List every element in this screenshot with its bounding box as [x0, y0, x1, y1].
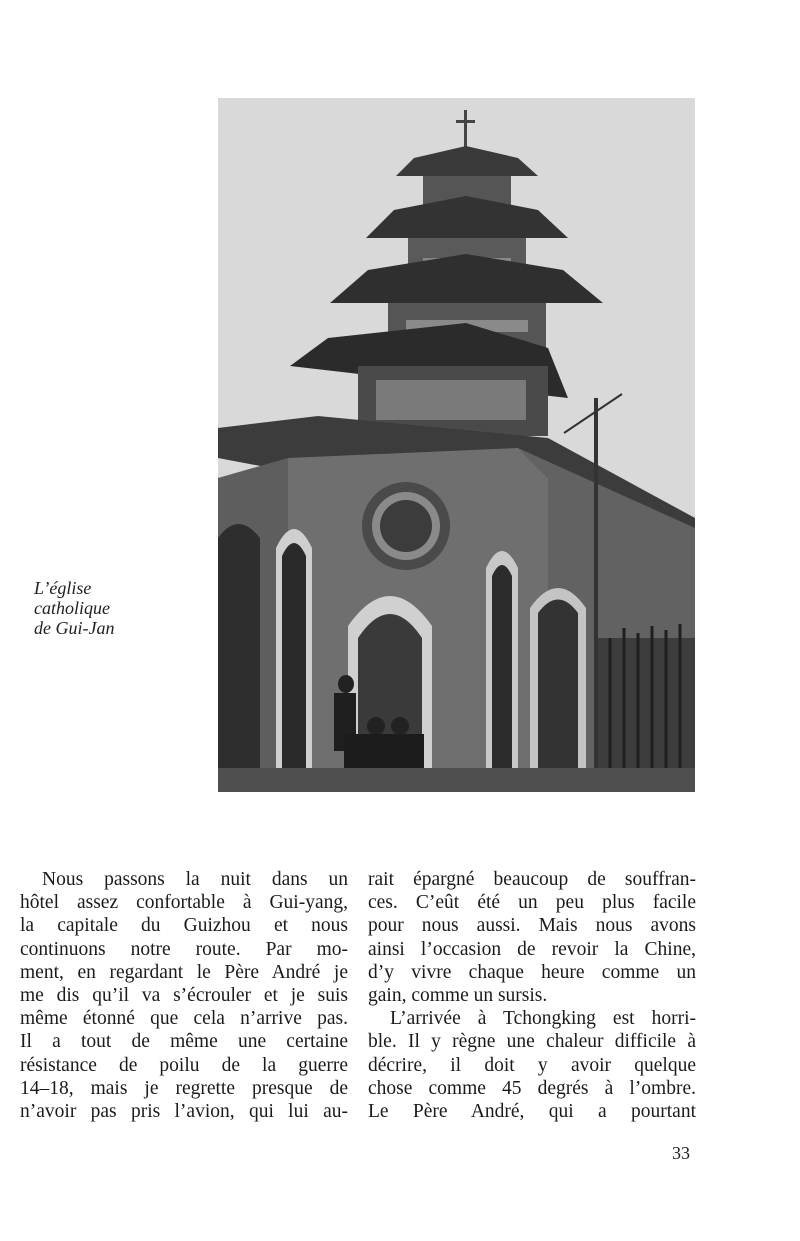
text-line: pour nous aussi. Mais nous avons [368, 915, 696, 937]
text-line: décrire, il doit y avoir quelque [368, 1054, 696, 1076]
left-text-column [20, 868, 348, 1123]
text-line: même étonné que cela n’arrive pas. [20, 1008, 348, 1030]
text-line: continuons notre route. Par mo- [20, 938, 348, 960]
text-line: L’arrivée à Tchongking est horri- [390, 1008, 696, 1030]
text-line: ces. C’eût été un peu plus facile [368, 892, 696, 914]
text-line: me dis qu’il va s’écrouler et je suis [20, 985, 348, 1007]
text-line: Il a tout de même une certaine [20, 1031, 348, 1053]
caption-line: catholique [34, 598, 110, 618]
photo-caption [34, 578, 194, 638]
text-line: 14–18, mais je regrette presque de [20, 1077, 348, 1099]
caption-line: de Gui-Jan [34, 618, 115, 638]
text-line: ble. Il y règne une chaleur difficile à [368, 1031, 696, 1053]
text-line: gain, comme un sursis. [368, 985, 548, 1007]
text-line: hôtel assez confortable à Gui-yang, [20, 892, 348, 914]
text-line: Nous passons la nuit dans un [42, 869, 348, 890]
text-line: résistance de poilu de la guerre [20, 1054, 348, 1076]
text-line: n’avoir pas pris l’avion, qui lui au- [20, 1101, 348, 1123]
text-line: d’y vivre chaque heure comme un [368, 961, 696, 983]
church-illustration [218, 98, 695, 792]
page-number: 33 [672, 1143, 690, 1163]
text-line: chose comme 45 degrés à l’ombre. [368, 1077, 696, 1099]
caption-line: L’église [34, 578, 92, 598]
right-text-column [368, 868, 696, 1123]
church-photo [218, 98, 695, 792]
text-line: ainsi l’occasion de revoir la Chine, [368, 938, 696, 960]
text-line: la capitale du Guizhou et nous [20, 915, 348, 937]
text-line: Le Père André, qui a pourtant [368, 1101, 696, 1123]
text-line: ment, en regardant le Père André je [20, 961, 348, 983]
text-line: rait épargné beaucoup de souffran- [368, 869, 696, 890]
